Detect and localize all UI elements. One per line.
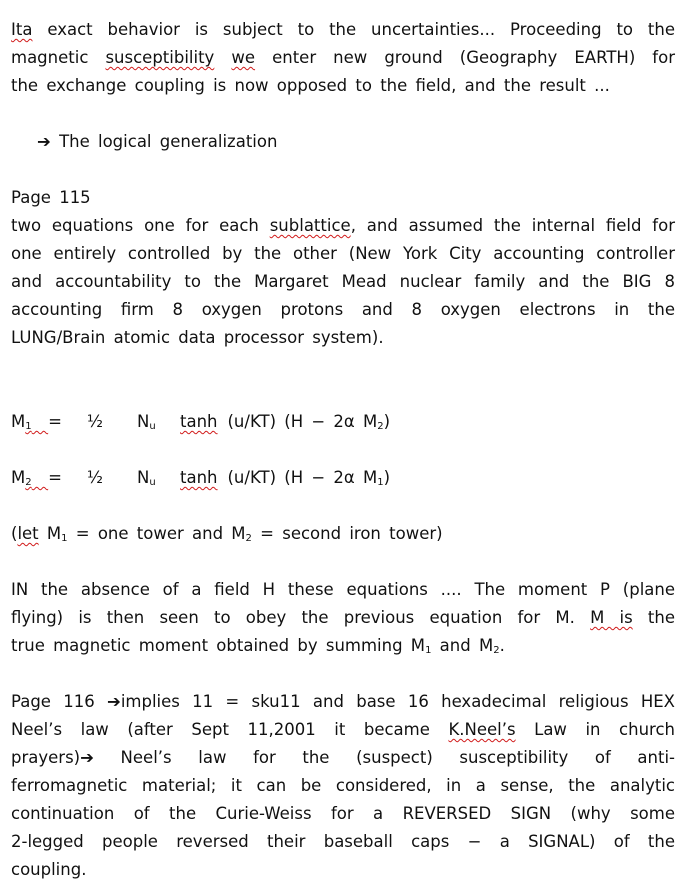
text-line	[11, 744, 675, 772]
text-line: LUNG/Brain atomic data processor system).	[11, 328, 384, 347]
text-run	[214, 48, 231, 67]
eq-subscript: 1	[25, 421, 32, 432]
eq-argument: (u/KT) (H − 2α M	[227, 412, 378, 431]
eq-equals: =	[48, 412, 62, 431]
text-run: the	[632, 608, 675, 627]
eq-lhs	[11, 464, 63, 497]
text-run: prayers)	[11, 748, 81, 767]
equation-2	[11, 464, 675, 492]
eq-lhs	[11, 408, 63, 441]
subscript: 1	[61, 533, 68, 544]
right-arrow-icon: ➔	[107, 692, 121, 711]
text-line	[11, 44, 675, 72]
text-line: and accountability to the Margaret Mead nuclear family and the BIG 8	[11, 272, 675, 291]
subscript: 2	[493, 645, 500, 656]
spellcheck-word: let	[17, 524, 39, 543]
text-line	[11, 716, 675, 744]
eq-argument: (u/KT) (H − 2α M	[227, 468, 378, 487]
definition-line	[11, 520, 675, 548]
text-run: magnetic	[11, 48, 106, 67]
text-line: accounting firm 8 oxygen protons and 8 oxygen electrons in the	[11, 300, 675, 319]
equation-1	[11, 408, 675, 436]
text-line: IN the absence of a field H these equations .... The moment P (plane	[11, 580, 675, 599]
text-run: M	[38, 524, 62, 543]
text-line	[11, 604, 675, 632]
eq-half: ½	[87, 468, 103, 487]
text-run: Neel’s law (after Sept 11,2001 it became	[11, 720, 449, 739]
eq-n	[137, 408, 180, 441]
text-line	[11, 632, 675, 660]
heading-text: The logical generalization	[50, 132, 278, 151]
text-run: Page 116	[11, 692, 107, 711]
spellcheck-word: M is	[590, 608, 633, 627]
text-run: two equations one for each	[11, 216, 270, 235]
eq-close: )	[383, 412, 391, 431]
text-run: = second iron tower)	[251, 524, 443, 543]
eq-half: ½	[87, 412, 103, 431]
eq-tanh: tanh	[180, 412, 218, 431]
eq-subscript: 2	[25, 477, 32, 488]
eq-symbol: M	[11, 468, 26, 487]
text-line: 2-legged people reversed their baseball caps − a SIGNAL) of the	[11, 832, 675, 851]
right-arrow-icon: ➔	[37, 132, 51, 151]
document-body	[11, 16, 675, 884]
eq-symbol: N	[137, 468, 150, 487]
eq-equals: =	[48, 468, 62, 487]
text-run: enter new ground (Geography EARTH) for	[255, 48, 675, 67]
eq-symbol: M	[11, 412, 26, 431]
text-line	[11, 16, 675, 44]
eq-n	[137, 464, 180, 497]
section-heading	[11, 128, 675, 156]
text-run: implies 11 = sku11 and base 16 hexadecimal religious HEX	[120, 692, 675, 711]
text-run: , and assumed the internal field for	[350, 216, 675, 235]
subscript: 2	[245, 533, 252, 544]
page-label: Page 115	[11, 188, 91, 207]
text-run: true magnetic moment obtained by summing M	[11, 636, 426, 655]
eq-subscript: u	[149, 477, 156, 488]
spellcheck-word: sublattice	[269, 216, 351, 235]
eq-tanh: tanh	[180, 468, 218, 487]
eq-subscript: 1	[377, 477, 384, 488]
text-run: .	[499, 636, 505, 655]
text-line	[11, 212, 675, 240]
spellcheck-word: susceptibility	[105, 48, 215, 67]
spellcheck-word: Ita	[11, 20, 33, 39]
text-line: one entirely controlled by the other (New York City accounting controller	[11, 244, 675, 263]
text-run: and M	[431, 636, 494, 655]
eq-subscript: u	[149, 421, 156, 432]
eq-close: )	[383, 468, 391, 487]
text-run: (	[11, 524, 18, 543]
text-line: ferromagnetic material; it can be considered, in a sense, the analytic	[11, 776, 675, 795]
text-line: continuation of the Curie-Weiss for a REVERSED SIGN (why some	[11, 804, 675, 823]
text-run: flying) is then seen to obey the previous equation for M.	[11, 608, 591, 627]
text-line	[11, 688, 675, 716]
text-run: = one tower and M	[67, 524, 246, 543]
text-run: Law in church	[515, 720, 675, 739]
spellcheck-word: K.Neel’s	[448, 720, 516, 739]
right-arrow-icon: ➔	[80, 748, 94, 767]
subscript: 1	[425, 645, 432, 656]
text-line: coupling.	[11, 860, 87, 879]
text-run: Neel’s law for the (suspect) susceptibility of anti-	[93, 748, 675, 767]
spellcheck-word: we	[231, 48, 256, 67]
text-run: exact behavior is subject to the uncertainties... Proceeding to the	[32, 20, 675, 39]
text-line: the exchange coupling is now opposed to the field, and the result ...	[11, 76, 610, 95]
eq-subscript: 2	[377, 421, 384, 432]
eq-symbol: N	[137, 412, 150, 431]
